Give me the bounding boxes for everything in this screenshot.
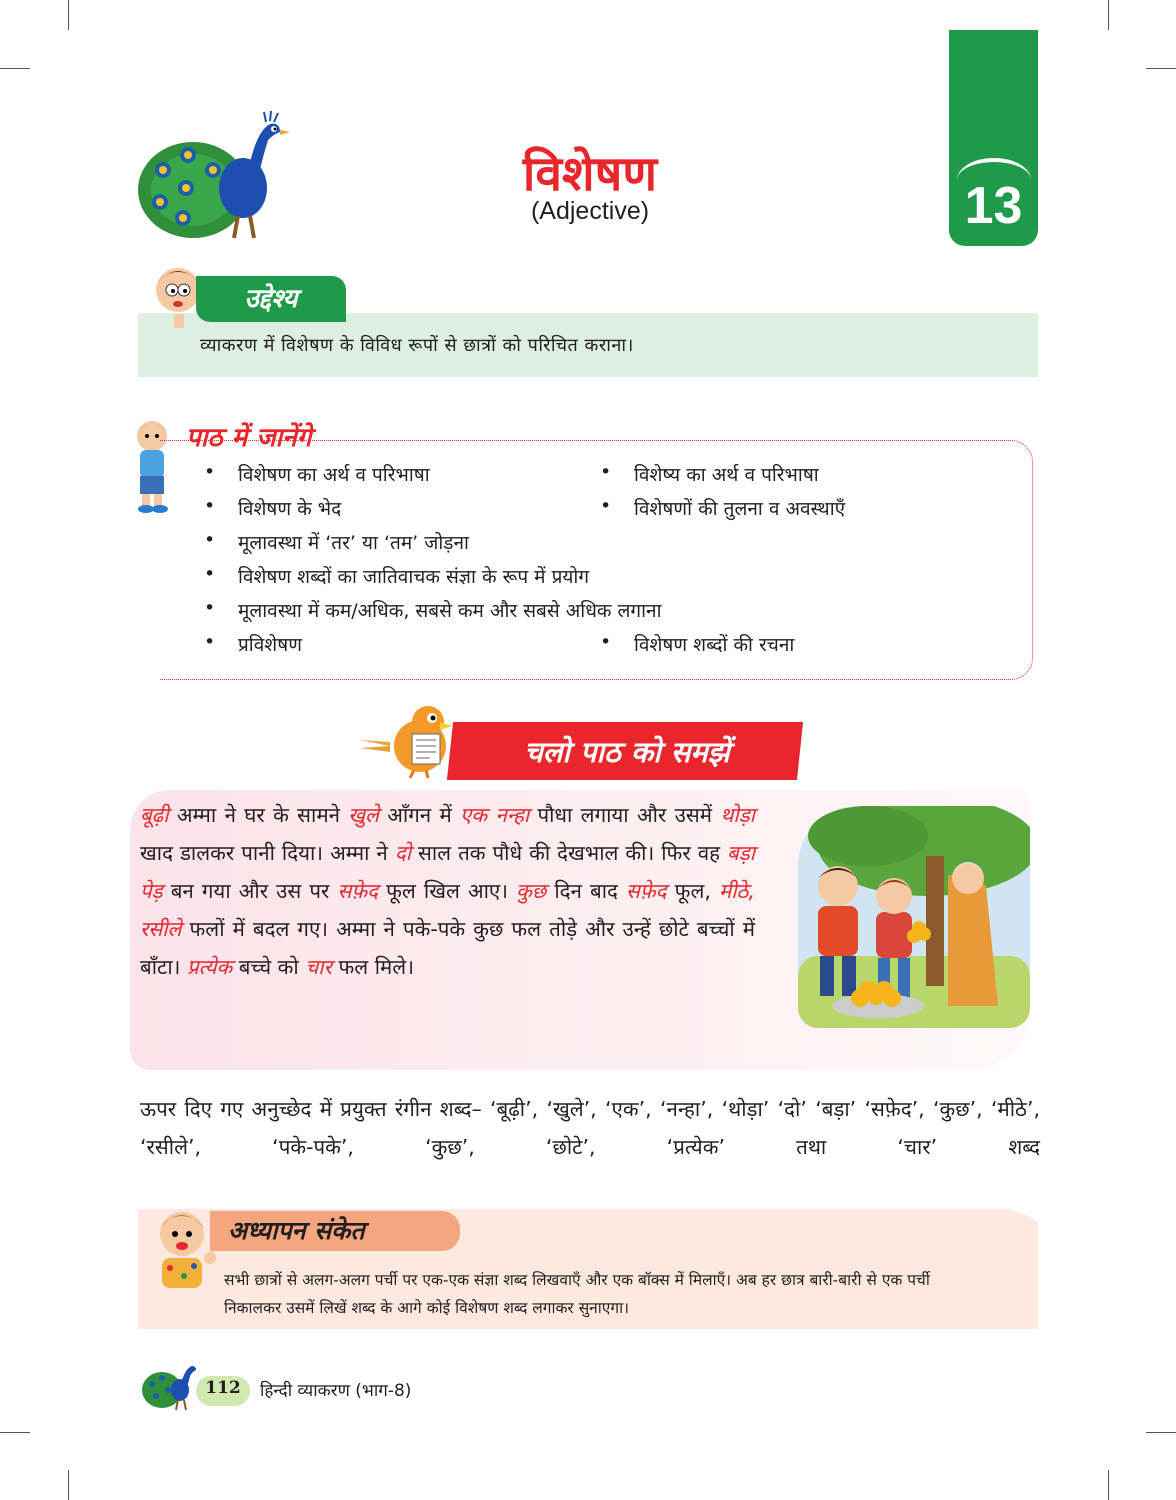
list-item: • विशेषण शब्दों की रचना [634,631,794,657]
page-number: 112 [205,1378,241,1398]
list-item: • प्रविशेषण [238,631,302,657]
chapter-number: 13 [964,177,1023,235]
passage-text: बन गया और उस पर [162,879,338,903]
crop-mark [1146,1432,1176,1433]
crop-mark [0,1432,30,1433]
list-item: • विशेषण के भेद [238,495,341,521]
list-item: • विशेषण शब्दों का जातिवाचक संज्ञा के रूप में प्रयोग [238,563,589,589]
crop-mark [0,68,30,69]
crop-mark [68,1470,69,1500]
highlighted-adjective: सफ़ेद [337,879,379,903]
crop-mark [1146,68,1176,69]
passage-text: दिन बाद [546,879,627,903]
highlighted-adjective: थोड़ा [720,803,755,827]
list-item: • विशेषणों की तुलना व अवस्थाएँ [634,495,845,521]
highlighted-adjective: सफ़ेद [626,879,667,903]
passage-text: अम्मा ने घर के सामने [168,803,349,827]
peacock-illustration [138,110,298,250]
chapter-subtitle: (Adjective) [530,197,650,225]
highlighted-adjective: दो [394,841,412,865]
chapter-title: विशेषण [522,146,658,202]
learn-heading: पाठ में जानेंगे [186,423,312,453]
bird-reading-illustration [360,700,456,780]
passage-text: फूल, [666,879,719,903]
peacock-footer-icon [142,1362,198,1412]
list-item: • विशेषण का अर्थ व परिभाषा [238,461,430,487]
highlighted-adjective: मीठे, रसीले [140,879,755,941]
explanation-text: ऊपर दिए गए अनुच्छेद में प्रयुक्त रंगीन शब्द– ‘बूढ़ी’, ‘खुले’, ‘एक’, ‘नन्हा’, ‘थोड़ा’ ‘दो’ ‘बड़ा’ ‘सफ़ेद’, ‘कुछ’, ‘मीठे’, ‘रसीले’, ‘पके-पके’, ‘कुछ’, ‘छोटे’, ‘प्रत्येक’ तथा ‘चार’ शब्द [140,1097,1040,1159]
highlighted-adjective: प्रत्येक [186,955,233,979]
passage-text: साल तक पौधे की देखभाल की। फिर वह [411,841,728,865]
highlighted-adjective: बूढ़ी [140,803,169,827]
highlighted-adjective: कुछ [516,879,547,903]
grandmother-children-illustration [798,806,1030,1028]
teaching-hint-text: सभी छात्रों से अलग-अलग पर्ची पर एक-एक संज्ञा शब्द लिखवाएँ और एक बॉक्स में मिलाएँ। अब हर छात्र बारी-बारी से एक पर्ची निकालकर उसमें लिखें शब्द के आगे कोई विशेषण शब्द लगाकर सुनाएगा। [224,1271,930,1317]
list-item: • विशेष्य का अर्थ व परिभाषा [634,461,819,487]
passage-text: फूल खिल आए। [378,879,517,903]
passage-text: खाद डालकर पानी दिया। अम्मा ने [140,841,395,865]
story-paragraph [140,796,755,986]
chapter-number-tab [949,30,1038,246]
passage-text: फल मिले। [331,955,414,979]
highlighted-adjective: बड़ा पेड़ [140,841,755,903]
crop-mark [1108,1470,1109,1500]
highlighted-adjective: चार [305,955,332,979]
book-title: हिन्दी व्याकरण (भाग-8) [260,1381,412,1401]
highlighted-adjective: खुले [348,803,379,827]
teaching-hint-label: अध्यापन संकेत [210,1211,460,1251]
crop-mark [68,0,69,30]
banner-text: चलो पाठ को समझें [524,735,730,769]
passage-text: फलों में बदल गए। अम्मा ने पके-पके कुछ फल तोड़े और उन्हें छोटे बच्चों में बाँटा। [140,917,755,979]
crop-mark [1108,0,1109,30]
objective-text: व्याकरण में विशेषण के विविध रूपों से छात्रों को परिचित कराना। [200,335,634,356]
list-item: • मूलावस्था में कम/अधिक, सबसे कम और सबसे अधिक लगाना [238,597,662,623]
objective-label: उद्देश्य [196,276,346,322]
passage-text: बच्चे को [232,955,306,979]
list-item: • मूलावस्था में ‘तर’ या ‘तम’ जोड़ना [238,529,469,555]
passage-text: पौधा लगाया और उसमें [529,803,721,827]
passage-text: आँगन में [378,803,461,827]
highlighted-adjective: एक नन्हा [460,803,530,827]
